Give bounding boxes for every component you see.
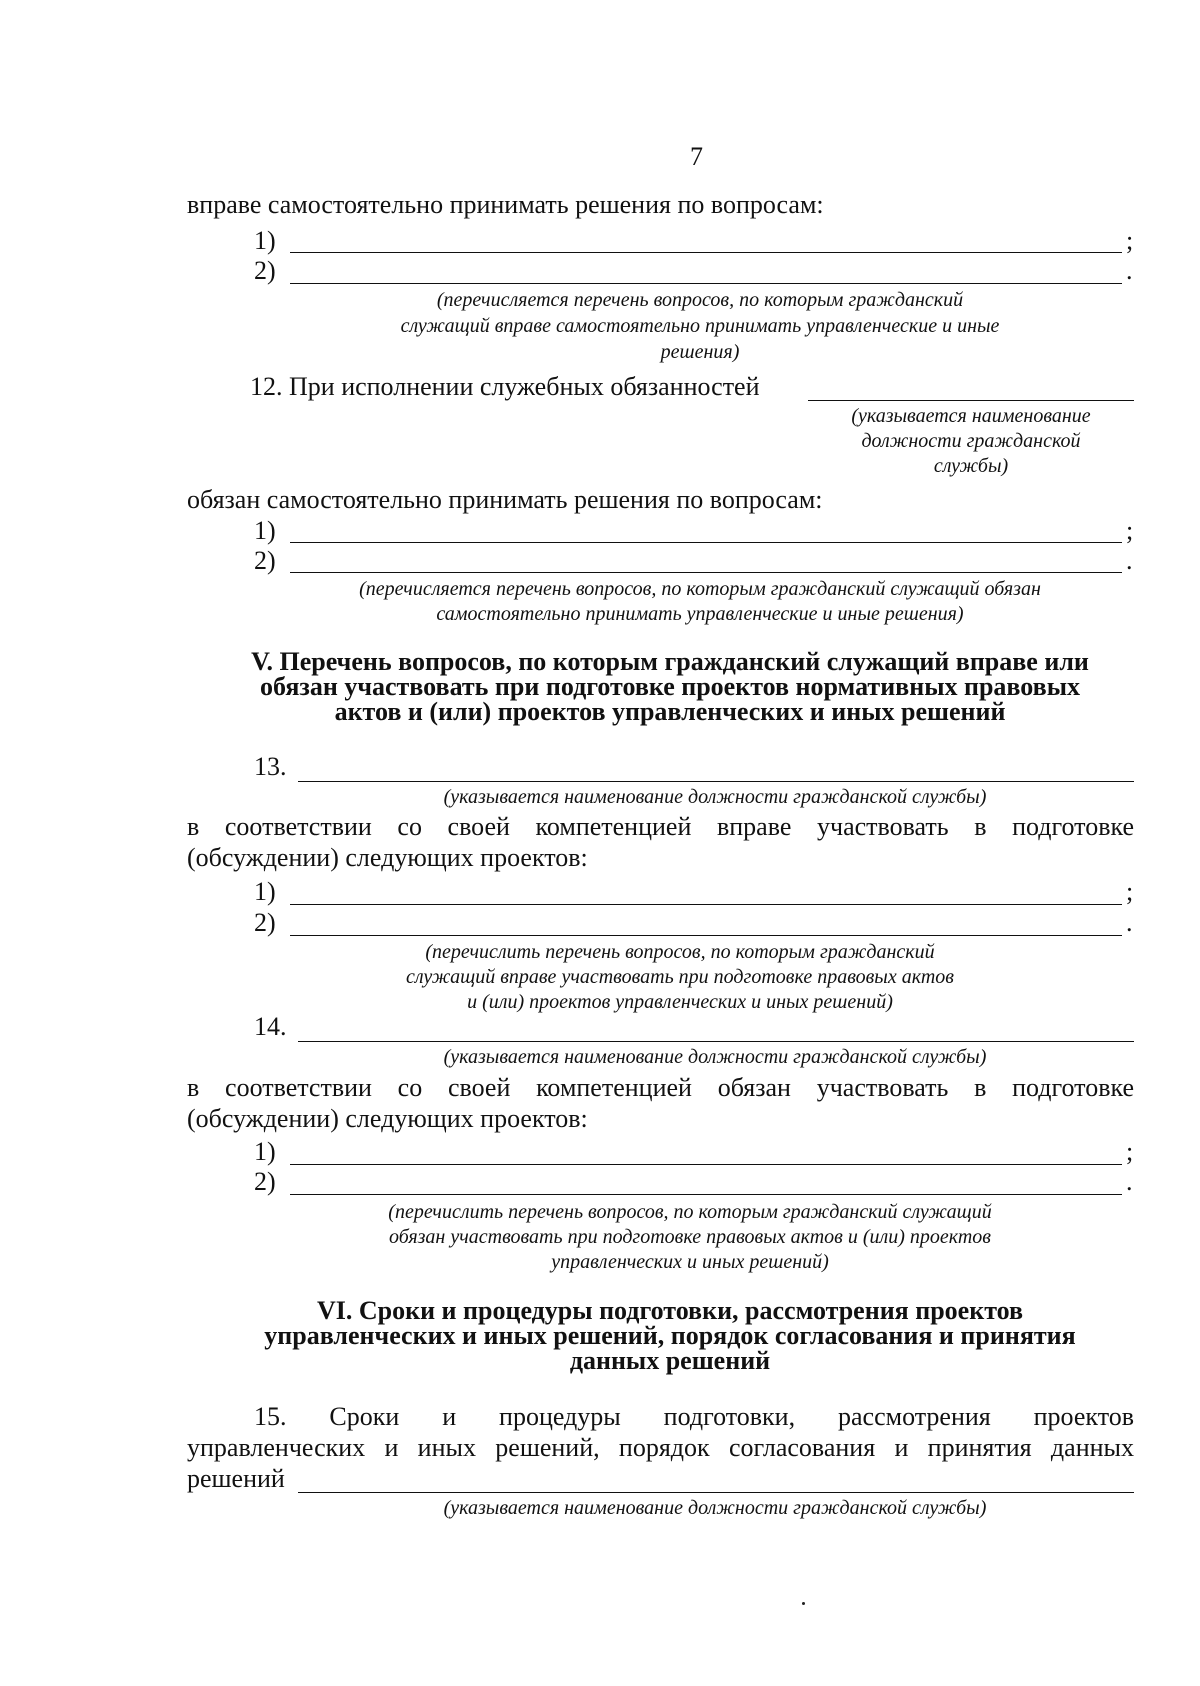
p14-item2-end: . — [1126, 1167, 1133, 1196]
p14-number: 14. — [254, 1012, 287, 1041]
p13-text-1: в соответствии со своей компетенцией вправе участвовать в подготовке — [187, 812, 1134, 841]
p12-intro: обязан самостоятельно принимать решения по вопросам: — [187, 485, 823, 514]
p12-text: 12. При исполнении служебных обязанностей — [250, 372, 760, 401]
p15-line-2: управленческих и иных решений, порядок согласования и принятия данных — [187, 1433, 1134, 1462]
p13-item2-line[interactable] — [290, 935, 1122, 936]
p14-text-2: (обсуждении) следующих проектов: — [187, 1104, 588, 1133]
p13-position-line[interactable] — [298, 781, 1134, 782]
p15-position-line[interactable] — [298, 1492, 1134, 1493]
p12-item2-label: 2) — [254, 546, 276, 575]
p14-item1-end: ; — [1126, 1137, 1134, 1166]
page-number: 7 — [690, 142, 703, 171]
section-6-heading-line-3: данных решений — [569, 1346, 771, 1375]
p11-note-1: (перечисляется перечень вопросов, по которым гражданский — [436, 289, 964, 311]
p13-item2-label: 2) — [254, 908, 276, 937]
p13-number: 13. — [254, 752, 287, 781]
p13-item1-end: ; — [1126, 877, 1134, 906]
section-5-heading-line-1: V. Перечень вопросов, по которым гражданский служащий вправе или — [251, 647, 1089, 676]
p12-item2-end: . — [1126, 546, 1133, 575]
p14-list-note-1: (перечислить перечень вопросов, по которым гражданский служащий — [388, 1201, 992, 1223]
p13-list-note-1: (перечислить перечень вопросов, по которым гражданский — [425, 941, 935, 963]
p15-note: (указывается наименование должности гражданской службы) — [443, 1497, 987, 1519]
p15-line-1: 15. Сроки и процедуры подготовки, рассмотрения проектов — [254, 1402, 1134, 1431]
p13-item2-end: . — [1126, 908, 1133, 937]
p11-intro: вправе самостоятельно принимать решения по вопросам: — [187, 190, 824, 219]
p12-note-3: службы) — [933, 455, 1009, 477]
p12-list-note-1: (перечисляется перечень вопросов, по которым гражданский служащий обязан — [359, 578, 1041, 600]
p11-note-3: решения) — [660, 341, 740, 363]
p11-item2-line[interactable] — [290, 283, 1122, 284]
section-6-heading-line-2: управленческих и иных решений, порядок согласования и принятия — [264, 1321, 1076, 1350]
section-6-heading-line-1: VI. Сроки и процедуры подготовки, рассмотрения проектов — [316, 1296, 1024, 1325]
p14-position-line[interactable] — [298, 1041, 1134, 1042]
p12-item1-label: 1) — [254, 516, 276, 545]
p14-item1-label: 1) — [254, 1137, 276, 1166]
p13-text-2: (обсуждении) следующих проектов: — [187, 843, 588, 872]
p14-text-1: в соответствии со своей компетенцией обязан участвовать в подготовке — [187, 1073, 1134, 1102]
p12-note-1: (указывается наименование — [851, 405, 1091, 427]
p11-item2-label: 2) — [254, 256, 276, 285]
p13-item1-line[interactable] — [290, 904, 1122, 905]
p11-item1-label: 1) — [254, 226, 276, 255]
p11-item1-end: ; — [1126, 226, 1134, 255]
p14-note: (указывается наименование должности гражданской службы) — [443, 1046, 987, 1068]
p12-position-line[interactable] — [808, 400, 1134, 401]
p14-item2-label: 2) — [254, 1167, 276, 1196]
p14-item2-line[interactable] — [290, 1194, 1122, 1195]
p11-item2-end: . — [1126, 256, 1133, 285]
p13-list-note-2: служащий вправе участвовать при подготовке правовых актов — [406, 966, 954, 988]
p12-note-2: должности гражданской — [861, 430, 1081, 452]
p15-line-3: решений — [187, 1464, 285, 1493]
section-5-heading-line-3: актов и (или) проектов управленческих и иных решений — [334, 697, 1006, 726]
p13-note: (указывается наименование должности гражданской службы) — [443, 786, 987, 808]
p14-list-note-2: обязан участвовать при подготовке правовых актов и (или) проектов — [389, 1226, 991, 1248]
section-5-heading-line-2: обязан участвовать при подготовке проектов нормативных правовых — [259, 672, 1080, 701]
p12-item1-end: ; — [1126, 516, 1134, 545]
p11-item1-line[interactable] — [290, 252, 1122, 253]
p12-item1-line[interactable] — [290, 542, 1122, 543]
p12-item2-line[interactable] — [290, 572, 1122, 573]
p13-list-note-3: и (или) проектов управленческих и иных решений) — [467, 991, 893, 1013]
p11-note-2: служащий вправе самостоятельно принимать управленческие и иные — [400, 315, 1000, 337]
p12-list-note-2: самостоятельно принимать управленческие и иные решения) — [436, 603, 964, 625]
p14-list-note-3: управленческих и иных решений) — [551, 1251, 829, 1273]
stray-dot — [802, 1602, 805, 1605]
p13-item1-label: 1) — [254, 877, 276, 906]
p14-item1-line[interactable] — [290, 1164, 1122, 1165]
